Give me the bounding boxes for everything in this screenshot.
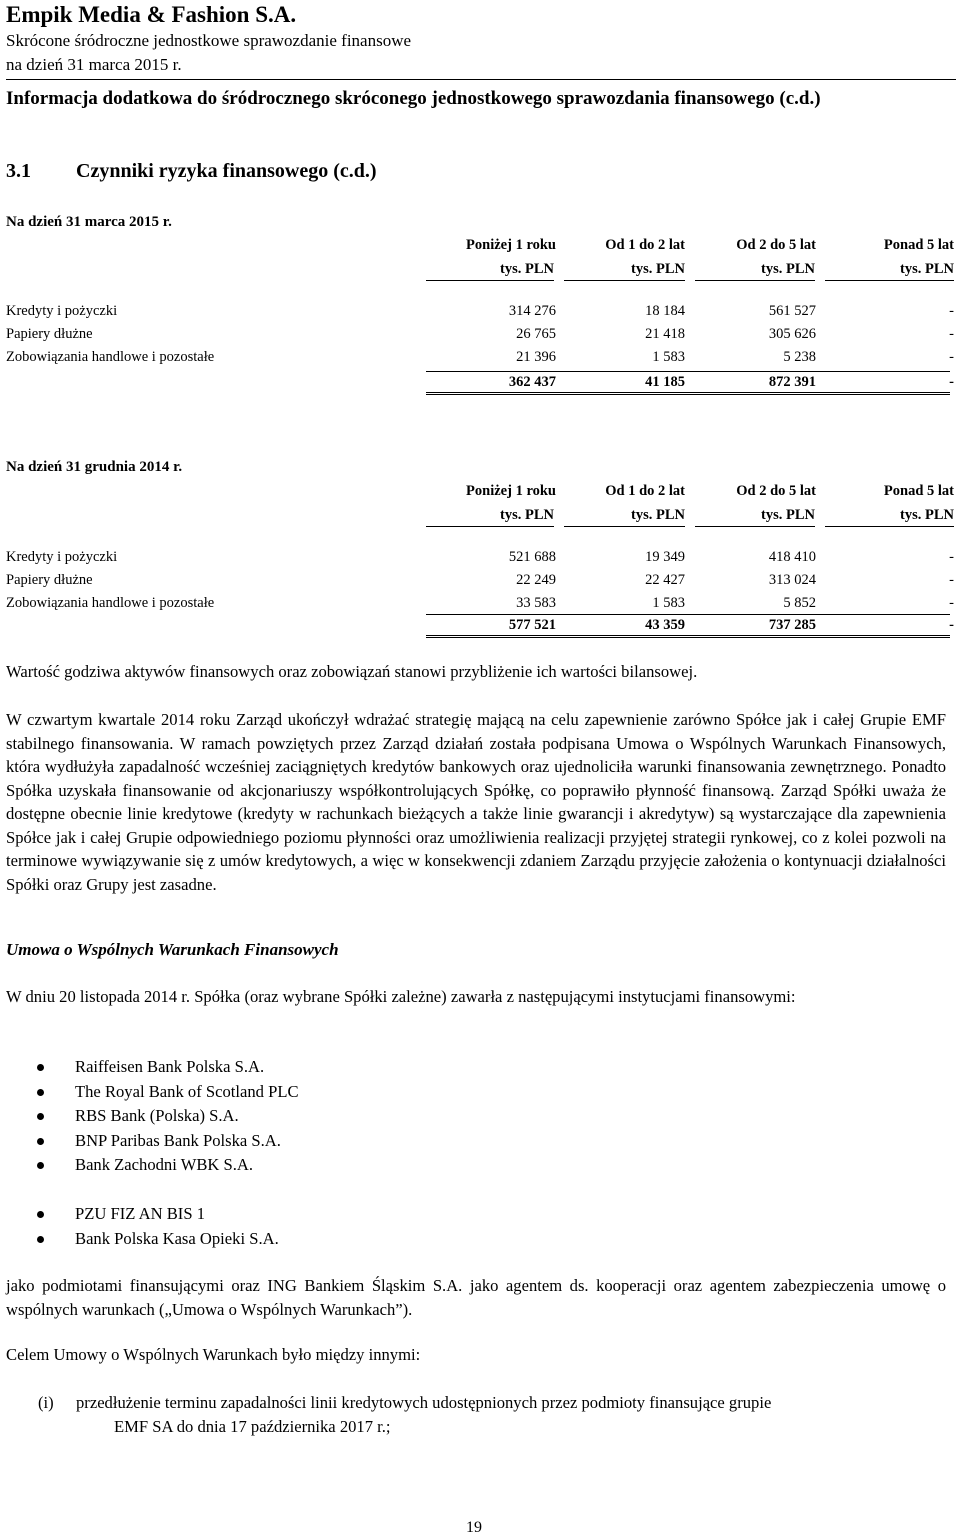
cell: 1 583 [652, 349, 685, 365]
cell: 305 626 [768, 326, 816, 342]
cell: - [949, 326, 954, 342]
cell: - [949, 303, 954, 319]
report-date: na dzień 31 marca 2015 r. [6, 55, 182, 74]
list-item [0, 1055, 299, 1080]
report-title: Skrócone śródroczne jednostkowe sprawozdanie finansowe [6, 31, 412, 50]
table-2015-header [6, 237, 956, 259]
cell: 21 396 [516, 349, 556, 365]
cell: 18 184 [645, 303, 685, 319]
total-cell: - [949, 374, 954, 390]
cell: 19 349 [645, 549, 685, 565]
total-cell: 577 521 [508, 617, 556, 633]
header-rule [6, 79, 956, 80]
row-label: Zobowiązania handlowe i pozostałe [6, 595, 215, 611]
table-2015-date: Na dzień 31 marca 2015 r. [6, 214, 172, 230]
total-cell: 41 185 [645, 374, 685, 390]
cell: 5 852 [783, 595, 816, 611]
item-text-line1: przedłużenie terminu zapadalności linii kredytowych udostępnionych przez podmioty finansujące grupie [76, 1393, 772, 1412]
bank-name: BNP Paribas Bank Polska S.A. [75, 1130, 281, 1150]
bullet-icon [37, 1162, 44, 1169]
unit-label: tys. PLN [825, 261, 954, 281]
list-item [0, 1227, 279, 1252]
section-title: Czynniki ryzyka finansowego (c.d.) [76, 160, 377, 182]
list-item [0, 1080, 299, 1105]
total-cell: 872 391 [768, 374, 816, 390]
row-label: Kredyty i pożyczki [6, 303, 118, 319]
cell: - [949, 349, 954, 365]
bank-name: Raiffeisen Bank Polska S.A. [75, 1057, 265, 1076]
unit-label: tys. PLN [426, 261, 554, 281]
row-label: Papiery dłużne [6, 326, 93, 342]
row-label: Zobowiązania handlowe i pozostałe [6, 349, 215, 365]
cell: - [949, 549, 954, 565]
list-item [0, 1129, 299, 1154]
total-cell: 737 285 [768, 617, 816, 633]
bank-list [0, 1202, 279, 1251]
table-2014-header [6, 483, 956, 505]
bullet-icon [37, 1089, 44, 1096]
company-name: Empik Media & Fashion S.A. [6, 2, 297, 27]
table-row [6, 572, 956, 594]
bank-name: Bank Zachodni WBK S.A. [75, 1155, 254, 1174]
bullet-icon [37, 1064, 44, 1071]
cell: 26 765 [516, 326, 556, 342]
total-cell: - [949, 617, 954, 633]
purpose-intro: Celem Umowy o Wspólnych Warunkach było między innymi: [6, 1345, 421, 1364]
cell: - [949, 595, 954, 611]
unit-label: tys. PLN [695, 507, 815, 527]
col-header: Od 2 do 5 lat [736, 237, 816, 253]
bank-name: Bank Polska Kasa Opieki S.A. [75, 1228, 279, 1248]
cell: 561 527 [768, 303, 816, 319]
q4-strategy-paragraph: W czwartym kwartale 2014 roku Zarząd ukończył wdrażać strategię mającą na celu zapewnienie zarówno Spółce jak i całej Grupie EMF stabilnego finansowania. W ramach powziętych przez Zarząd działań została podpisana Umowa o Wspólnych Warunkach Finansowych, która wydłużyła zapadalność wcześniej zaciągniętych kredytów bankowych oraz ujednoliciła warunki finansowania zewnętrznego. Ponadto Spółka uzyskała finansowanie od akcjonariuszy współkontrolujących Spółkę, co poprawiło płynność finansową. Zarząd Spółki uważa że dostępne obecnie linie kredytowe (kredyty w rachunkach bieżących a także linie gwarancji i akredytyw) są wystarczające dla zapewnienia Spółce jak i całej Grupie odpowiedniego poziomu płynności oraz umożliwienia realizacji przyjętej strategii rynkowej, co z kolei pozwoli na terminowe wywiązywanie się z umów kredytowych, a więc w konsekwencji zdaniem Zarządu przyjęcie założenia o kontynuacji działalności Spółki oraz Grupy jest zasadne. [6, 710, 946, 894]
agreement-intro: W dniu 20 listopada 2014 r. Spółka (oraz wybrane Spółki zależne) zawarła z następującymi instytucjami finansowymi: [6, 987, 796, 1006]
unit-label: tys. PLN [825, 507, 954, 527]
unit-label: tys. PLN [426, 507, 554, 527]
bank-name: PZU FIZ AN BIS 1 [75, 1204, 206, 1223]
cell: 22 249 [516, 572, 556, 588]
col-header: Poniżej 1 roku [466, 483, 556, 499]
bullet-icon [37, 1236, 44, 1243]
cell: 22 427 [645, 572, 685, 588]
col-header: Poniżej 1 roku [466, 237, 556, 253]
section-heading [6, 160, 377, 183]
page-number: 19 [466, 1519, 482, 1536]
agent-paragraph: jako podmiotami finansującymi oraz ING Bankiem Śląskim S.A. jako agentem ds. kooperacji oraz agentem zabezpieczenia umowę o wspólnych warunkach („Umowa o Wspólnych Warunkach”). [6, 1276, 946, 1319]
col-header: Ponad 5 lat [883, 237, 954, 253]
list-item [0, 1202, 279, 1227]
unit-label: tys. PLN [695, 261, 815, 281]
info-title: Informacja dodatkowa do śródrocznego skróconego jednostkowego sprawozdania finansowego (c.d.) [6, 88, 821, 109]
fair-value-paragraph: Wartość godziwa aktywów finansowych oraz zobowiązań stanowi przybliżenie ich wartości bilansowej. [6, 662, 698, 681]
total-double-rule [426, 635, 950, 638]
bank-name: The Royal Bank of Scotland PLC [75, 1081, 299, 1101]
bullet-icon [37, 1138, 44, 1145]
table-row [6, 303, 956, 325]
list-item [0, 1153, 299, 1178]
table-2015-units [6, 261, 956, 283]
cell: 1 583 [652, 595, 685, 611]
row-label: Papiery dłużne [6, 572, 93, 588]
total-cell: 362 437 [508, 374, 556, 390]
bullet-icon [37, 1113, 44, 1120]
cell: - [949, 572, 954, 588]
cell: 314 276 [508, 303, 556, 319]
table-row [6, 549, 956, 571]
total-cell: 43 359 [645, 617, 685, 633]
list-item [0, 1104, 299, 1129]
table-2014-date: Na dzień 31 grudnia 2014 r. [6, 459, 183, 475]
row-label: Kredyty i pożyczki [6, 549, 118, 565]
bullet-icon [37, 1211, 44, 1218]
cell: 418 410 [768, 549, 816, 565]
item-marker: (i) [38, 1393, 54, 1412]
cell: 33 583 [516, 595, 556, 611]
unit-label: tys. PLN [564, 507, 685, 527]
table-row [6, 326, 956, 348]
col-header: Od 1 do 2 lat [605, 237, 685, 253]
total-rule [426, 371, 950, 372]
table-2014-units [6, 507, 956, 529]
total-double-rule [426, 392, 950, 395]
unit-label: tys. PLN [564, 261, 685, 281]
cell: 21 418 [645, 326, 685, 342]
cell: 313 024 [768, 572, 816, 588]
section-number: 3.1 [6, 160, 31, 182]
cell: 5 238 [783, 349, 816, 365]
item-text-line2: EMF SA do dnia 17 października 2017 r.; [114, 1416, 391, 1436]
bank-list [0, 1055, 299, 1178]
cell: 521 688 [508, 549, 556, 565]
col-header: Ponad 5 lat [883, 483, 954, 499]
col-header: Od 2 do 5 lat [736, 483, 816, 499]
table-row [6, 349, 956, 371]
col-header: Od 1 do 2 lat [605, 483, 685, 499]
agreement-subheading: Umowa o Wspólnych Warunkach Finansowych [6, 940, 339, 959]
total-rule [426, 614, 950, 615]
bank-name: RBS Bank (Polska) S.A. [75, 1106, 239, 1125]
